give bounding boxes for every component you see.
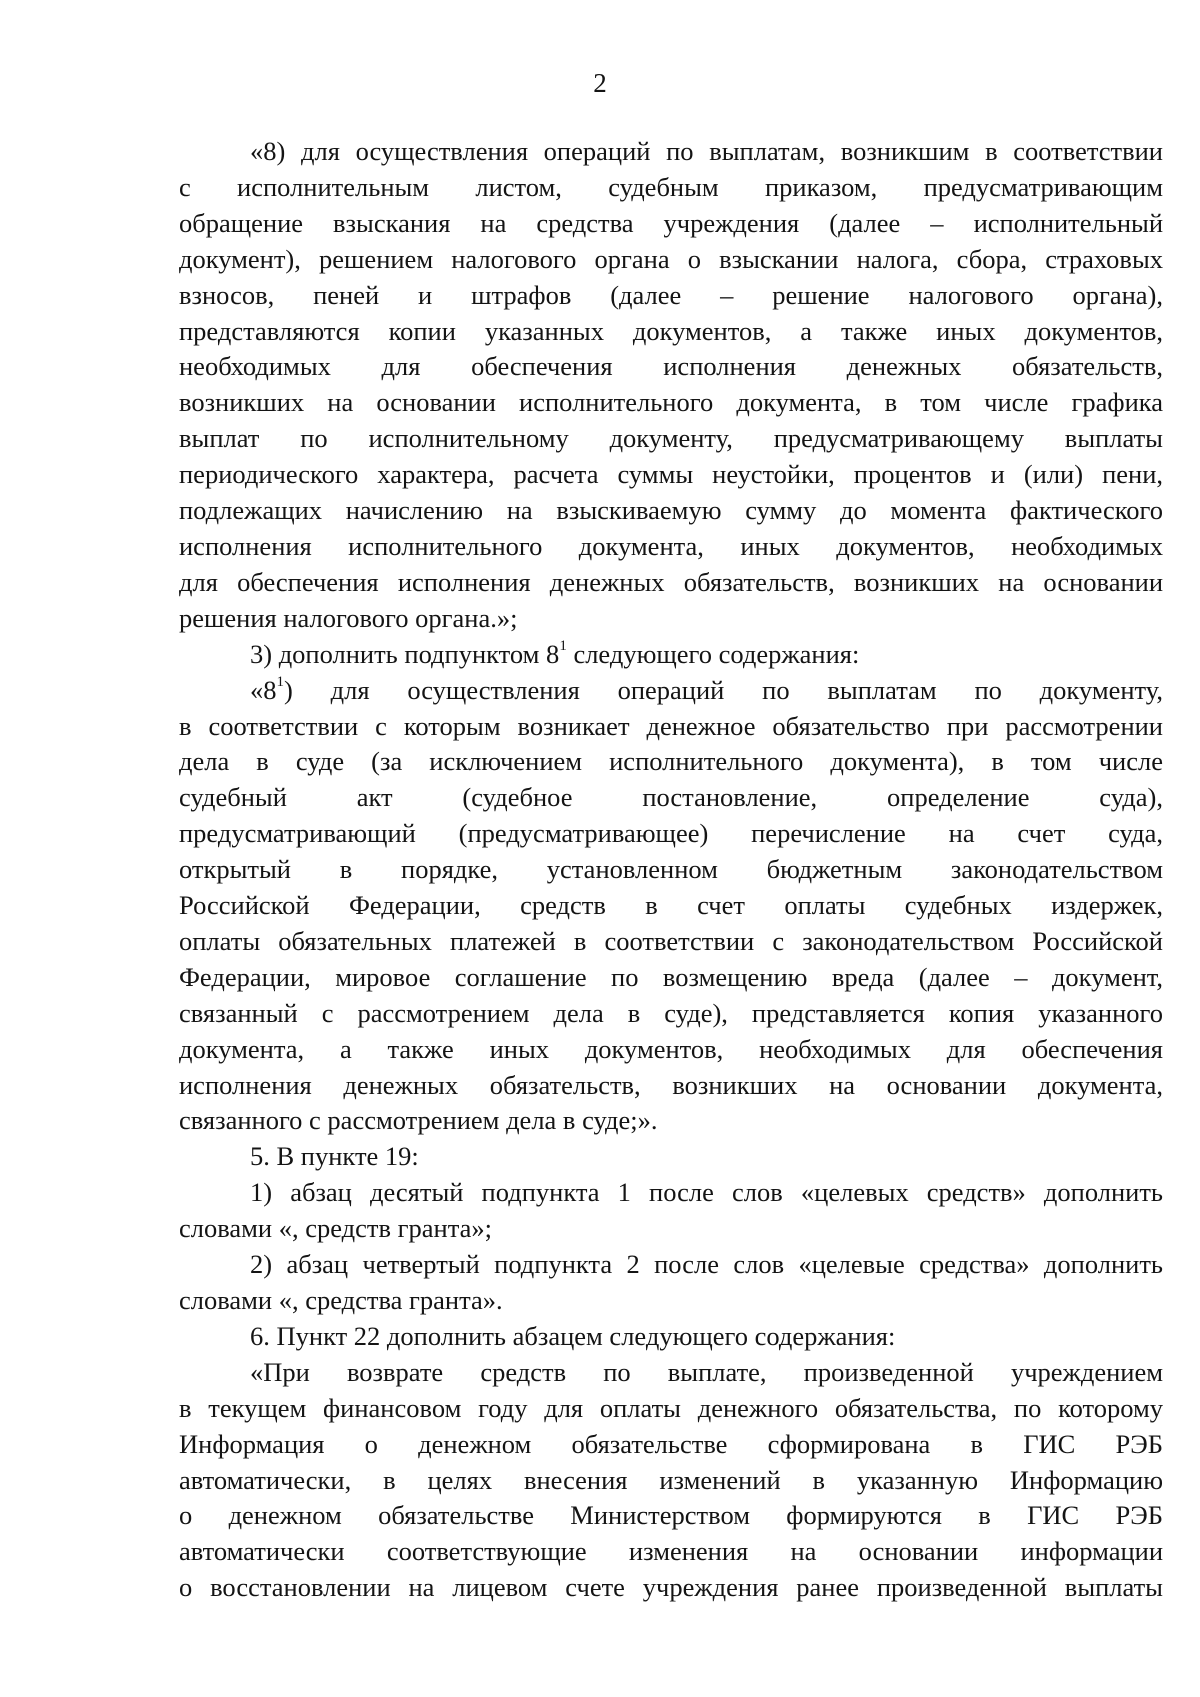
text-line: подлежащих начислению на взыскиваемую сумму до момента фактического bbox=[179, 495, 1163, 526]
text-line: 5. В пункте 19: bbox=[250, 1141, 419, 1172]
paragraph-subitem-8 bbox=[179, 134, 1163, 637]
text-line: связанного с рассмотрением дела в суде;». bbox=[179, 1105, 658, 1136]
text-line: исполнения исполнительного документа, иных документов, необходимых bbox=[179, 530, 1163, 561]
paragraph-item-19-sub-1 bbox=[179, 1175, 1163, 1247]
text-line: «8) для осуществления операций по выплатам, возникшим в соответствии bbox=[250, 136, 1163, 166]
paragraph-add-subitem bbox=[179, 637, 1163, 673]
text-fragment: следующего содержания: bbox=[566, 638, 860, 669]
text-line: возникших на основании исполнительного документа, в том числе графика bbox=[179, 387, 1163, 418]
text-line: связанный с рассмотрением дела в суде), представляется копия указанного bbox=[179, 997, 1163, 1028]
text-line: в текущем финансовом году для оплаты денежного обязательства, по которому bbox=[179, 1392, 1163, 1423]
paragraph-item-22-text bbox=[179, 1355, 1163, 1606]
text-line: Российской Федерации, средств в счет оплаты судебных издержек, bbox=[179, 890, 1163, 921]
text-line: для обеспечения исполнения денежных обязательств, возникших на основании bbox=[179, 566, 1163, 597]
text-line: взносов, пеней и штрафов (далее – решение налогового органа), bbox=[179, 279, 1163, 310]
text-line: Федерации, мировое соглашение по возмещению вреда (далее – документ, bbox=[179, 961, 1163, 992]
text-line: необходимых для обеспечения исполнения денежных обязательств, bbox=[179, 351, 1163, 382]
text-line: выплат по исполнительному документу, предусматривающему выплаты bbox=[179, 423, 1163, 454]
text-line: в соответствии с которым возникает денежное обязательство при рассмотрении bbox=[179, 710, 1163, 741]
text-fragment: 3) дополнить подпунктом 8 bbox=[250, 638, 560, 669]
text-line: 6. Пункт 22 дополнить абзацем следующего содержания: bbox=[250, 1320, 896, 1351]
text-line: предусматривающий (предусматривающее) перечисление на счет суда, bbox=[179, 818, 1163, 849]
text-line: документа, а также иных документов, необходимых для обеспечения bbox=[179, 1033, 1163, 1064]
text-line: автоматически соответствующие изменения на основании информации bbox=[179, 1536, 1163, 1567]
page-number: 2 bbox=[593, 68, 607, 98]
text-line: «При возврате средств по выплате, произведенной учреждением bbox=[250, 1356, 1163, 1387]
paragraph-item-22 bbox=[179, 1319, 1163, 1355]
text-line bbox=[179, 637, 1163, 673]
paragraph-item-19-sub-2 bbox=[179, 1247, 1163, 1319]
text-line: открытый в порядке, установленном бюджетным законодательством bbox=[179, 854, 1163, 885]
text-line: 1) абзац десятый подпункта 1 после слов «целевых средств» дополнить bbox=[250, 1177, 1163, 1208]
paragraph-subitem-8-1 bbox=[179, 673, 1163, 1140]
text-line: 2) абзац четвертый подпункта 2 после слов «целевые средства» дополнить bbox=[250, 1249, 1163, 1280]
text-line: решения налогового органа.»; bbox=[179, 602, 518, 633]
text-line bbox=[179, 673, 1163, 709]
text-line: словами «, средств гранта»; bbox=[179, 1213, 492, 1244]
paragraph-item-19 bbox=[179, 1139, 1163, 1175]
text-line: обращение взыскания на средства учреждения (далее – исполнительный bbox=[179, 207, 1163, 238]
text-line: судебный акт (судебное постановление, определение суда), bbox=[179, 782, 1163, 813]
text-line: оплаты обязательных платежей в соответствии с законодательством Российской bbox=[179, 925, 1163, 956]
text-line: исполнения денежных обязательств, возникших на основании документа, bbox=[179, 1069, 1163, 1100]
text-line: документ), решением налогового органа о взыскании налога, сбора, страховых bbox=[179, 243, 1163, 274]
text-fragment: ) для осуществления операций по выплатам по документу, bbox=[284, 674, 1163, 705]
text-line: автоматически, в целях внесения изменений в указанную Информацию bbox=[179, 1464, 1163, 1495]
superscript: 1 bbox=[559, 637, 567, 654]
text-line: периодического характера, расчета суммы неустойки, процентов и (или) пени, bbox=[179, 459, 1163, 490]
text-fragment: «8 bbox=[250, 674, 277, 705]
superscript: 1 bbox=[276, 673, 284, 690]
text-line: Информация о денежном обязательстве сформирована в ГИС РЭБ bbox=[179, 1428, 1163, 1459]
text-line: представляются копии указанных документов, а также иных документов, bbox=[179, 315, 1163, 346]
text-line: о денежном обязательстве Министерством формируются в ГИС РЭБ bbox=[179, 1500, 1163, 1531]
text-line: словами «, средства гранта». bbox=[179, 1285, 503, 1315]
text-line: о восстановлении на лицевом счете учреждения ранее произведенной выплаты bbox=[179, 1572, 1163, 1603]
text-line: дела в суде (за исключением исполнительного документа), в том числе bbox=[179, 746, 1163, 777]
document-body bbox=[179, 134, 1163, 1606]
text-line: с исполнительным листом, судебным приказом, предусматривающим bbox=[179, 171, 1163, 202]
